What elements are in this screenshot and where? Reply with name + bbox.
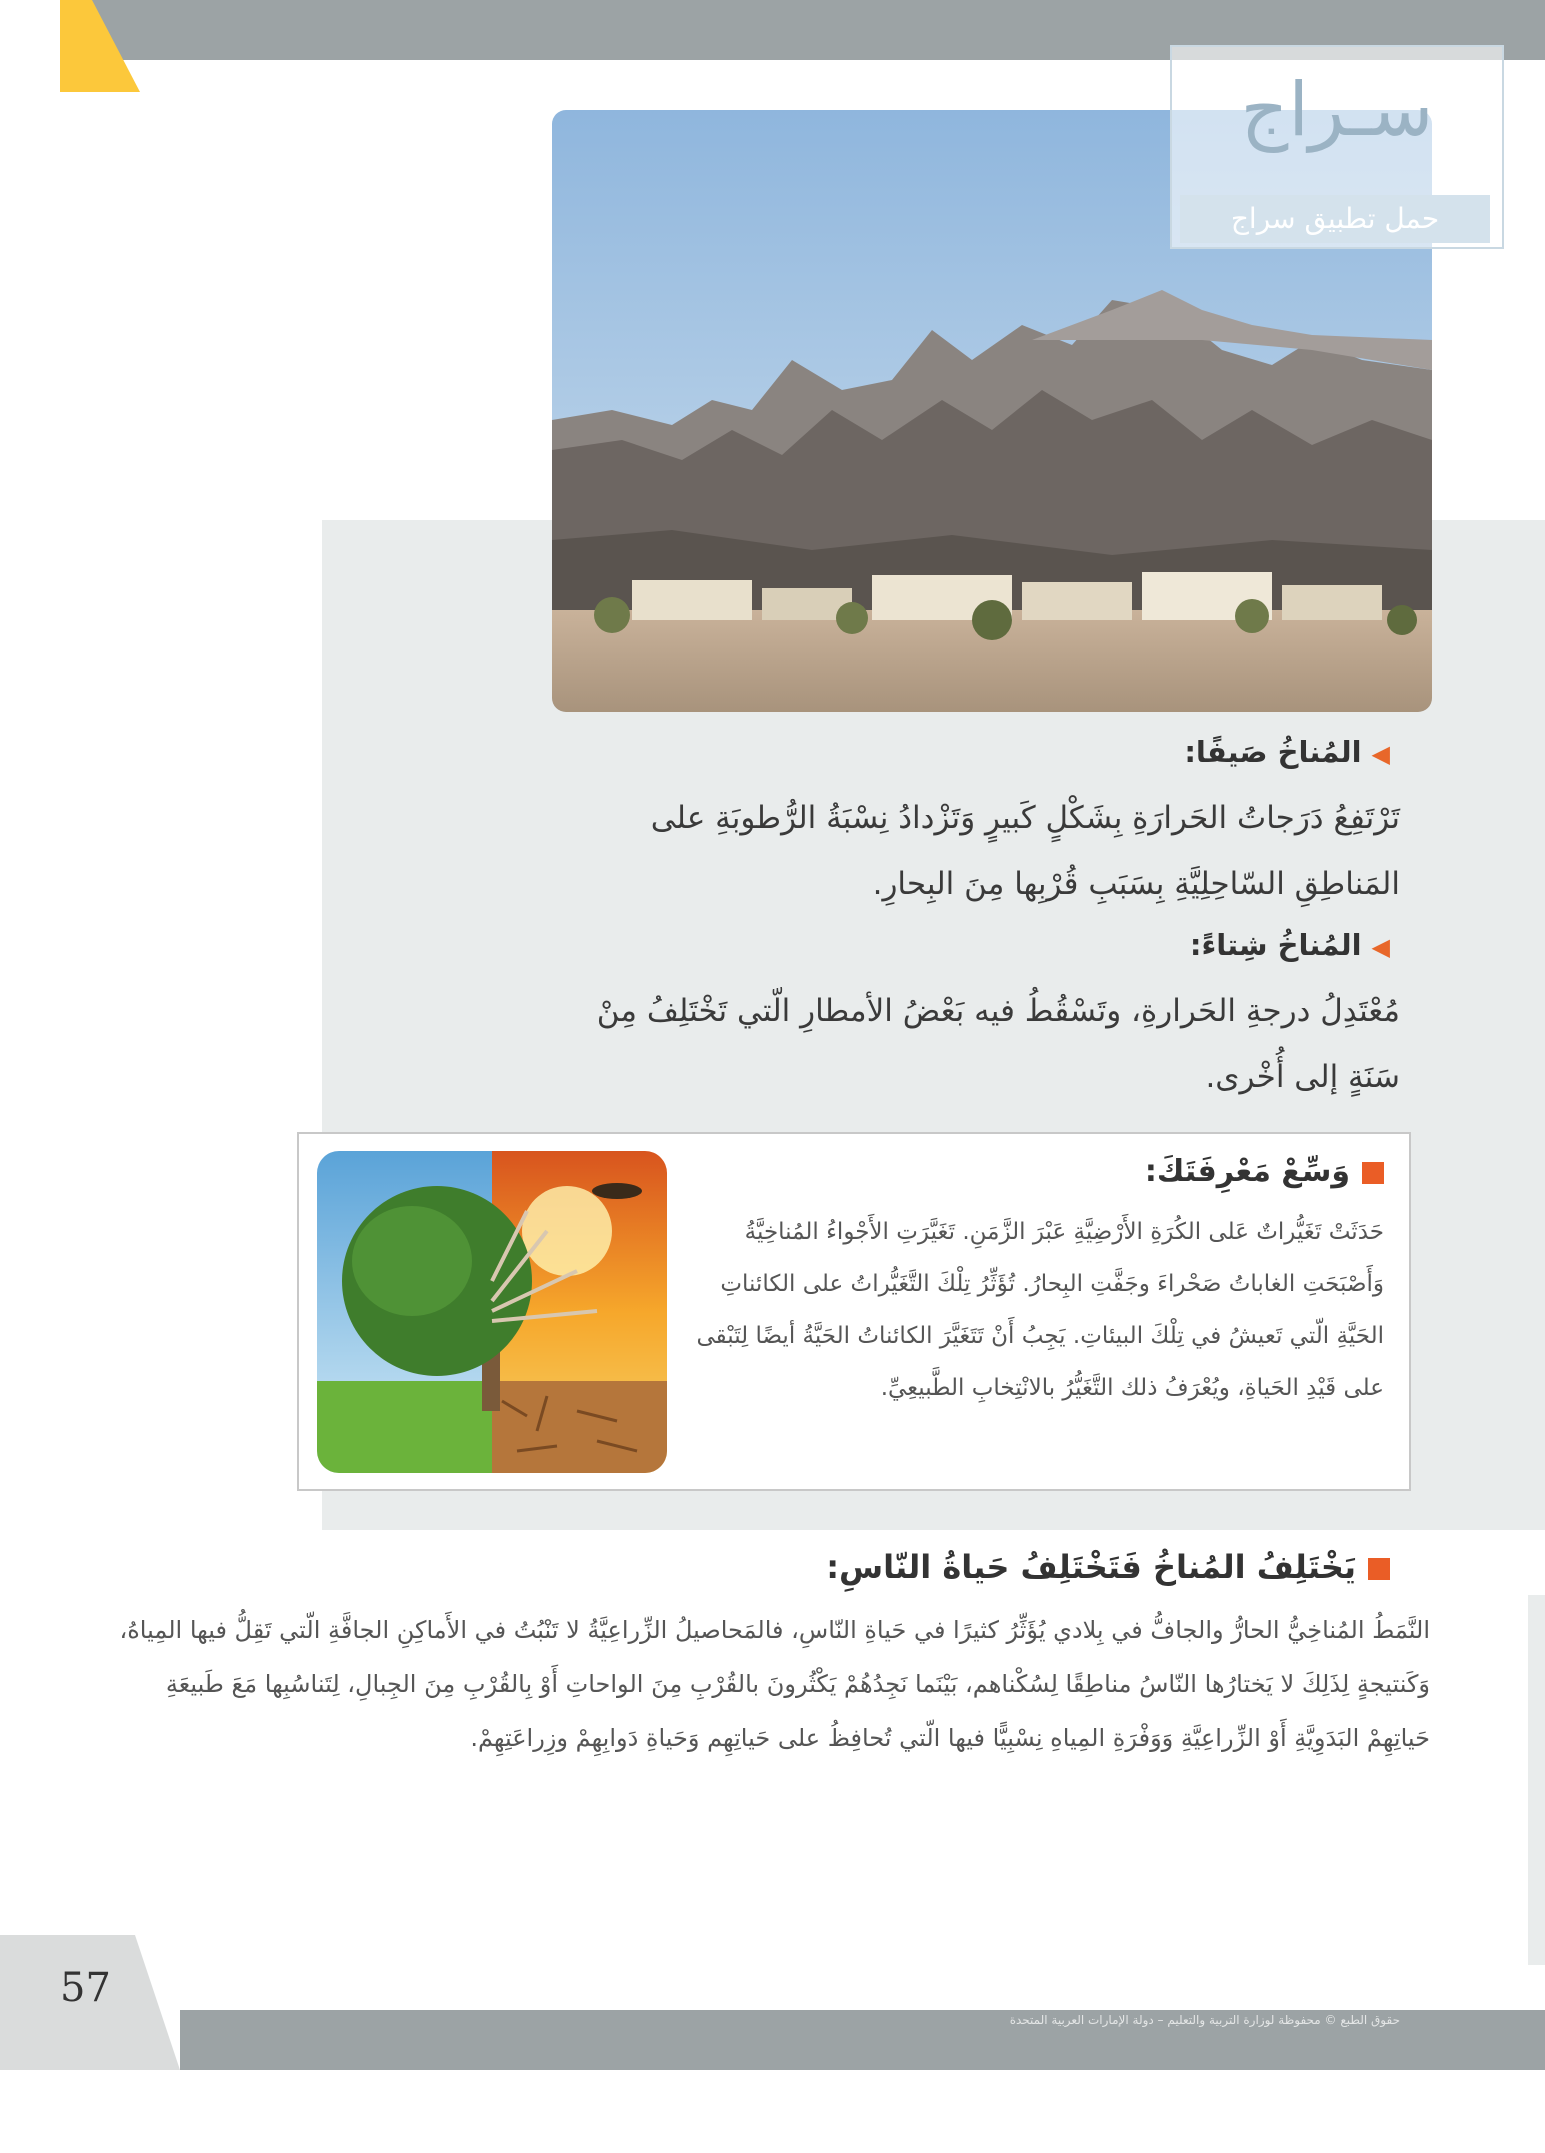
climate-change-tree-image xyxy=(317,1151,667,1473)
summer-heading-row xyxy=(1100,735,1390,769)
arrow-left-icon: ◀ xyxy=(1371,740,1390,768)
winter-text: مُعْتَدِلُ درجةِ الحَرارةِ، وتَسْقُطُ فيه بَعْضُ الأمطارِ الّتي تَخْتَلِفُ مِنْ سَنَةٍ إلى أُخْرى. xyxy=(596,993,1400,1095)
arrow-left-icon: ◀ xyxy=(1371,933,1390,961)
knowledge-heading-row xyxy=(684,1154,1384,1189)
watermark-logo xyxy=(1170,45,1504,249)
right-margin-strip xyxy=(1528,1595,1545,1965)
watermark-title: سـراج xyxy=(1240,67,1434,153)
knowledge-box xyxy=(297,1132,1411,1491)
knowledge-heading: وَسِّعْ مَعْرِفَتَكَ: xyxy=(1144,1154,1350,1189)
orange-square-icon xyxy=(1368,1558,1390,1580)
watermark-subtitle: حمل تطبيق سراج xyxy=(1180,195,1490,243)
copyright-notice: حقوق الطبع © محفوظة لوزارة التربية والتعليم – دولة الإمارات العربية المتحدة xyxy=(1009,2013,1400,2027)
page-number: 57 xyxy=(60,1965,111,2011)
people-heading-row xyxy=(700,1548,1390,1586)
climate-change-tree-illustration xyxy=(317,1151,667,1473)
summer-text: تَرْتَفِعُ دَرَجاتُ الحَرارَةِ بِشَكْلٍ كَبيرٍ وَتَزْدادُ نِسْبَةُ الرُّطوبَةِ على المَناطِقِ السّاحِلِيَّةِ بِسَبَبِ قُرْبِها مِنَ البِحارِ. xyxy=(650,800,1400,902)
people-text: النَّمَطُ المُناخِيُّ الحارُّ والجافُّ في بِلادي يُؤَثِّرُ كثيرًا في حَياةِ النّاسِ، فالمَحاصيلُ الزِّراعِيَّةُ لا تَنْبُتُ في الأَماكِنِ الجافَّةِ الّتي تَقِلُّ فيها المِياهُ، وَكَنتيجةٍ لِذَلِكَ لا يَختارُها النّاسُ مناطِقًا لِسُكْناهم، بَيْنَما نَجِدُهُمْ يَكْثُرونَ بالقُرْبِ مِنَ الواحاتِ أَوْ بِالقُرْبِ مِنَ الجِبالِ، لِتَناسُبِها مَعَ طَبيعَةِ حَياتِهِمْ البَدَوِيَّةِ أَوْ الزِّراعِيَّةِ وَوَفْرَةِ المِياهِ نِسْبِيًّا فيها الّتي تُحافِظُ على حَياتِهِم وَحَياةِ دَوابِهِمْ وزِراعَتِهِمْ. xyxy=(119,1616,1430,1752)
winter-heading-row xyxy=(1100,928,1390,962)
orange-square-icon xyxy=(1362,1162,1384,1184)
winter-heading: المُناخُ شِتاءً: xyxy=(1189,928,1362,962)
knowledge-text: حَدَثَتْ تَغَيُّراتٌ عَلى الكُرَةِ الأَرْضِيَّةِ عَبْرَ الزَّمَنِ. تَغَيَّرَتِ الأَجْواءُ المُناخِيَّةُ وَأَصْبَحَتِ الغاباتُ صَحْراءَ وجَفَّتِ البِحارُ. تُؤَثِّرُ تِلْكَ التَّغَيُّراتُ على الكائناتِ الحَيَّةِ الّتي تَعيشُ في تِلْكَ البيئاتِ. يَجِبُ أَنْ تَتَغَيَّرَ الكائناتُ الحَيَّةُ أيضًا لِتَبْقى على قَيْدِ الحَياةِ، ويُعْرَفُ ذلك التَّغَيُّرُ بالانْتِخابِ الطَّبيعِيِّ. xyxy=(696,1219,1384,1401)
people-heading: يَخْتَلِفُ المُناخُ فَتَخْتَلِفُ حَياةُ النّاسِ: xyxy=(826,1548,1356,1586)
summer-heading: المُناخُ صَيفًا: xyxy=(1184,735,1362,769)
